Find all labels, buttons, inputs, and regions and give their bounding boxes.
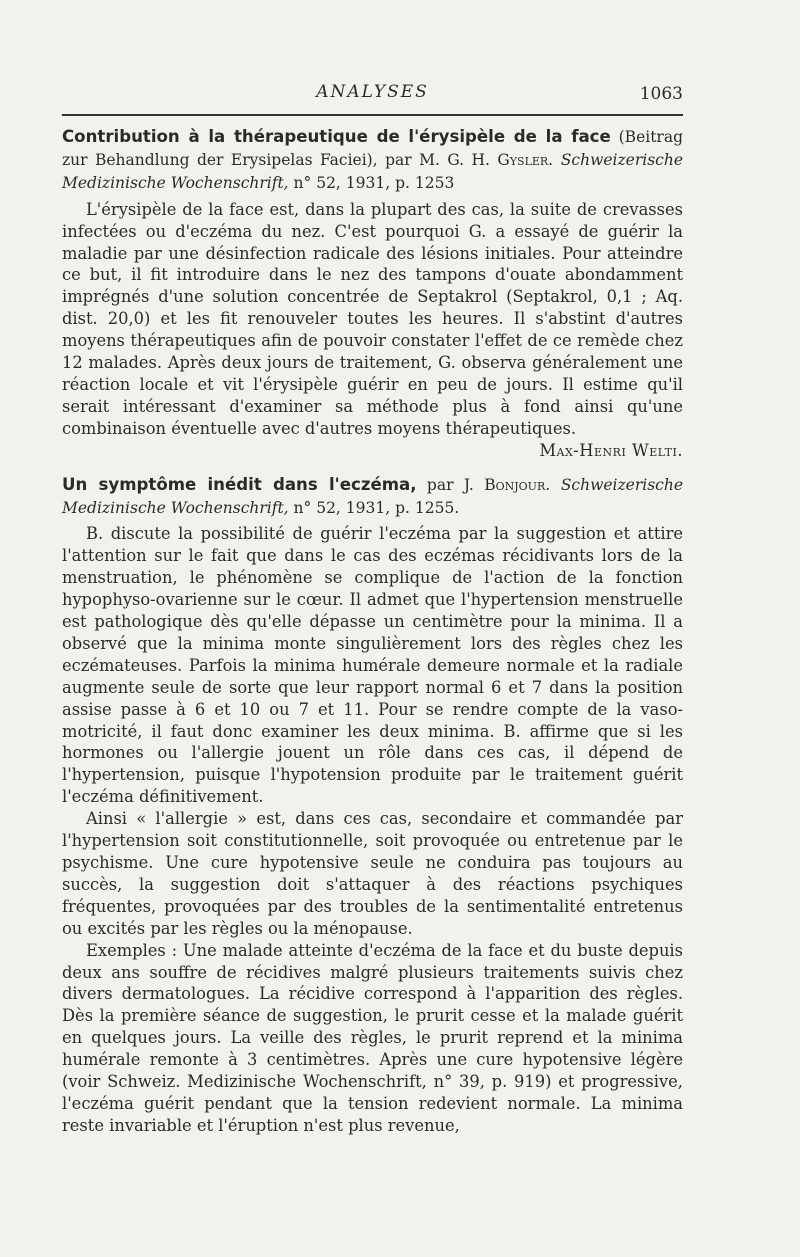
article-ref: par J. bbox=[416, 475, 485, 494]
article-heading bbox=[62, 126, 683, 195]
article-title: Un symptôme inédit dans l'eczéma, bbox=[62, 474, 417, 494]
article-paragraph: B. discute la possibilité de guérir l'eczéma par la suggestion et attire l'attention sur le fait que dans le cas des eczémas récidivants lors de la menstruation, le phénomène se complique de l'action de la fonction hypophyso-ovarienne sur le cœur. Il admet que l'hypertension menstruelle est pathologique dès qu'elle dépasse un centimètre pour la minima. Il a observé que la minima monte singulièrement lors des règles chez les eczémateuses. Parfois la minima humérale demeure normale et la radiale augmente seule de sorte que leur rapport normal 6 et 7 dans la position assise passe à 6 et 10 ou 7 et 11. Pour se rendre compte de la vaso-motricité, il faut donc examiner les deux minima. B. affirme que si les hormones ou l'allergie jouent un rôle dans ces cas, il dépend de l'hypertension, puisque l'hypotension produite par le traitement guérit l'eczéma définitivement. bbox=[62, 524, 683, 807]
signature: Max-Henri Welti. bbox=[539, 440, 683, 460]
article-paragraph: Exemples : Une malade atteinte d'eczéma de la face et du buste depuis deux ans souffre de récidives malgré plusieurs traitements suivis chez divers dermatologues. La récidive correspond à l'apparition des règles. Dès la première séance de suggestion, le prurit cesse et la malade guérit en quelques jours. La veille des règles, le prurit reprend et la minima humérale remonte à 3 centimètres. Après une cure hypotensive légère (voir Schweiz. Medizinische Wochenschrift, n° 39, p. 919) et progressive, l'eczéma guérit pendant que la tension redevient normale. La minima reste invariable et l'éruption n'est plus revenue, bbox=[62, 940, 683, 1135]
article-heading bbox=[62, 474, 683, 520]
article-eczema bbox=[62, 474, 683, 1137]
article-paragraph: L'érysipèle de la face est, dans la plupart des cas, la suite de crevasses infectées ou d'eczéma du nez. C'est pourquoi G. a essayé de guérir la maladie par une désinfection radicale des lésions initiales. Pour atteindre ce but, il fit introduire dans le nez des tampons d'ouate abondamment imprégnés d'une solution concentrée de Septakrol (Septakrol, 0,1 ; Aq. dist. 20,0) et les fit renouveler toutes les heures. Il s'abstint d'autres moyens thérapeutiques afin de pouvoir constater l'effet de ce remède chez 12 malades. Après deux jours de traitement, G. observa généralement une réaction locale et vit l'érysipèle guérir en peu de jours. Il estime qu'il serait intéressant d'examiner sa méthode plus à fond ainsi qu'une combinaison éventuelle avec d'autres moyens thérapeutiques. bbox=[62, 199, 683, 438]
article-ref-tail: n° 52, 1931, p. 1255. bbox=[288, 498, 460, 517]
article-author: Bonjour. bbox=[484, 475, 551, 494]
article-body bbox=[62, 126, 683, 1149]
article-title: Contribution à la thérapeutique de l'érysipèle de la face bbox=[62, 127, 611, 146]
article-ref-tail: n° 52, 1931, p. 1253 bbox=[288, 173, 455, 192]
article-author: Gysler. bbox=[497, 150, 554, 169]
article-journal: Schweizerische Medizinische Wochenschrift, bbox=[62, 150, 683, 192]
article-ref: (Beitrag zur Behandlung der Erysipelas Faciei), par M. G. H. bbox=[62, 128, 684, 169]
article-journal: Schweizerische Medizinische Wochenschrift, bbox=[62, 475, 683, 517]
article-paragraph: Ainsi « l'allergie » est, dans ces cas, secondaire et commandée par l'hypertension soit constitutionnelle, soit provoquée ou entretenue par le psychisme. Une cure hypotensive seule ne conduira pas toujours au succès, la suggestion doit s'attaquer à des réactions psychiques fréquentes, provoquées par des troubles de la sentimentalité entretenus ou excités par les règles ou la ménopause. bbox=[62, 809, 683, 938]
running-title: ANALYSES bbox=[316, 82, 429, 102]
page-header bbox=[62, 82, 683, 112]
header-rule bbox=[62, 114, 683, 116]
article-erysipele bbox=[62, 126, 683, 462]
page-number: 1063 bbox=[639, 84, 683, 104]
